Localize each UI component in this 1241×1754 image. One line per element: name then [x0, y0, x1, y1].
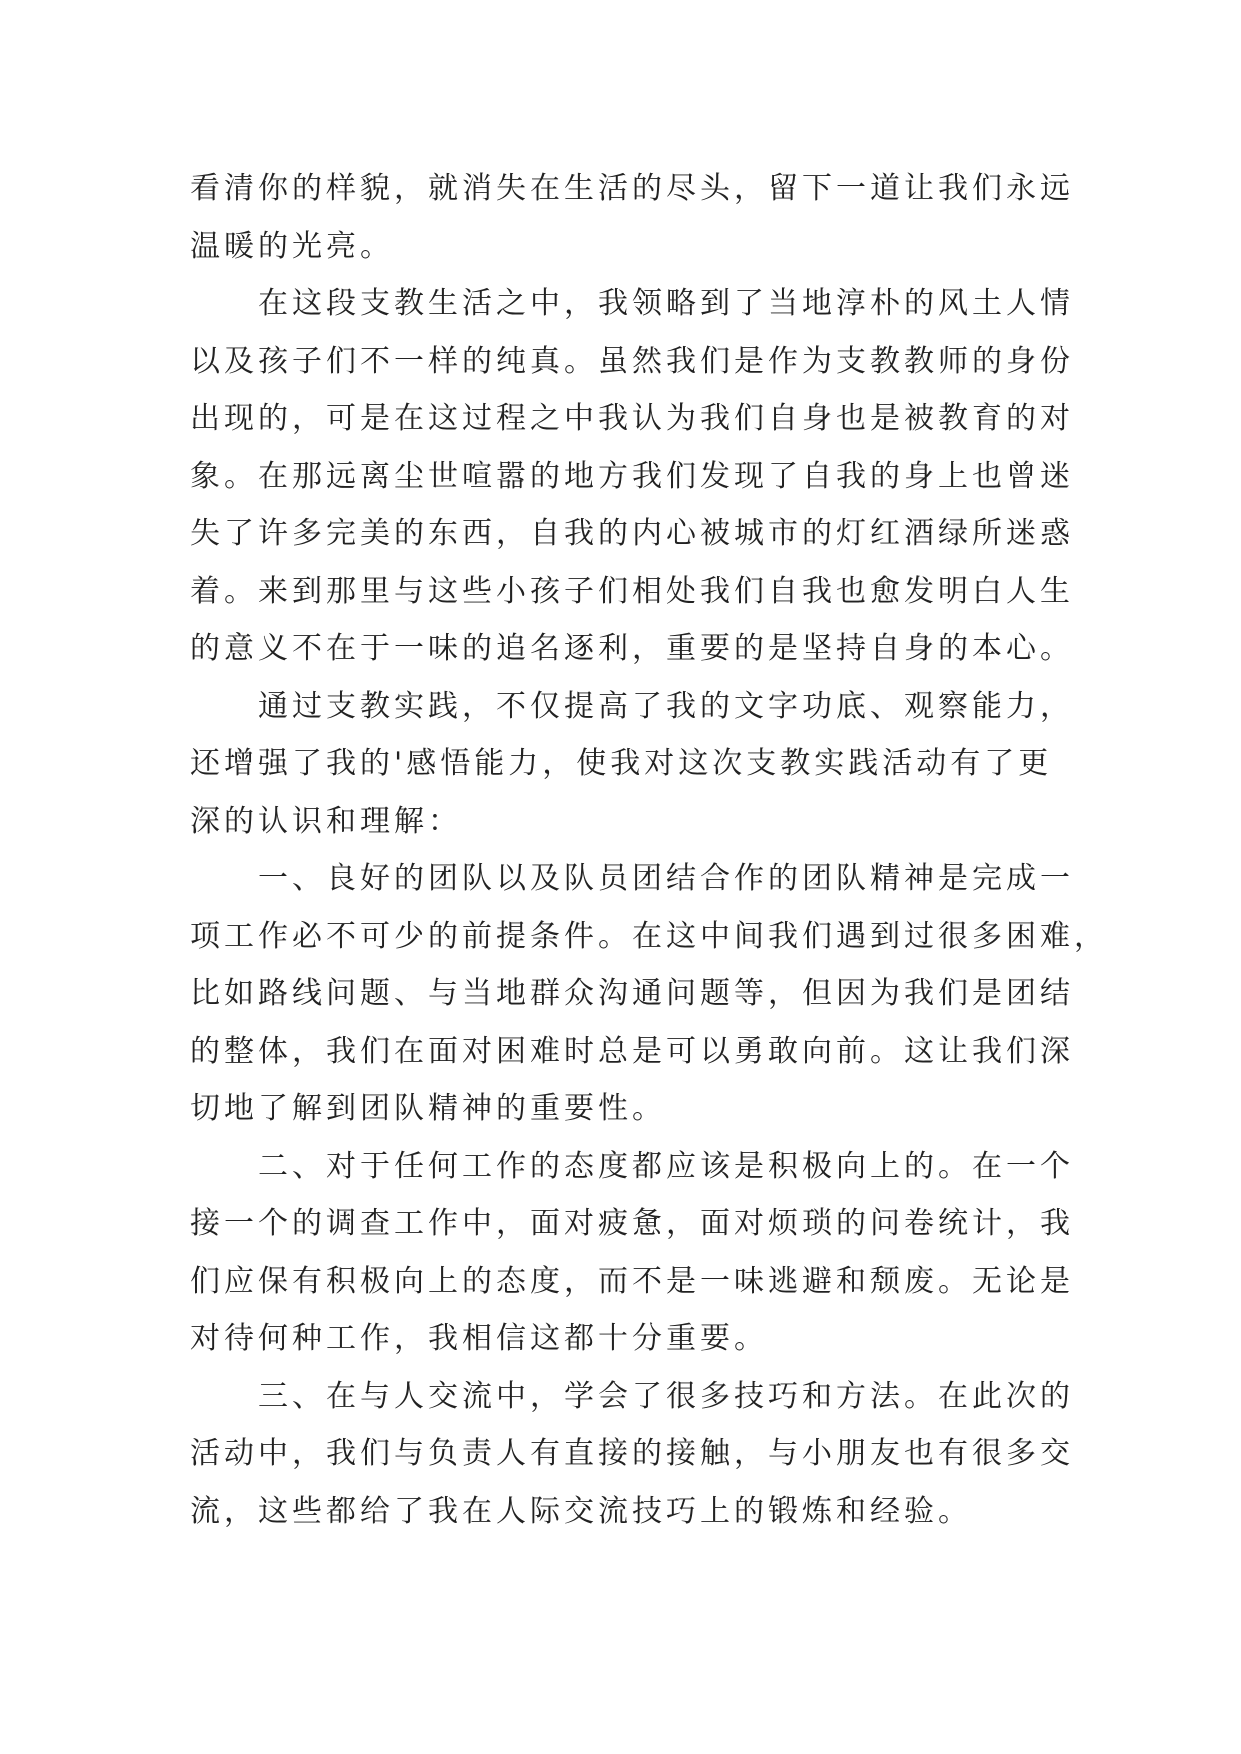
text-line: 温暖的光亮。 — [190, 228, 394, 264]
document-body — [190, 160, 1108, 1540]
text-line: 着。来到那里与这些小孩子们相处我们自我也愈发明白人生 — [190, 573, 1074, 609]
text-line: 流，这些都给了我在人际交流技巧上的锻炼和经验。 — [190, 1493, 972, 1529]
text-line: 深的认识和理解： — [190, 803, 462, 839]
text-line: 们应保有积极向上的态度，而不是一味逃避和颓废。无论是 — [190, 1263, 1074, 1299]
text-line: 失了许多完美的东西，自我的内心被城市的灯红酒绿所迷惑 — [190, 516, 1074, 551]
text-line: 象。在那远离尘世喧嚣的地方我们发现了自我的身上也曾迷 — [190, 458, 1074, 494]
paragraph-first-line: 二、对于任何工作的态度都应该是积极向上的。在一个 — [258, 1148, 1074, 1184]
text-line: 接一个的调查工作中，面对疲惫，面对烦琐的问卷统计，我 — [190, 1206, 1074, 1241]
text-line: 比如路线问题、与当地群众沟通问题等，但因为我们是团结 — [190, 976, 1074, 1011]
text-line: 活动中，我们与负责人有直接的接触，与小朋友也有很多交 — [190, 1436, 1074, 1471]
text-line: 的意义不在于一味的追名逐利，重要的是坚持自身的本心。 — [190, 631, 1074, 666]
text-line: 以及孩子们不一样的纯真。虽然我们是作为支教教师的身份 — [190, 343, 1074, 379]
text-line: 对待何种工作，我相信这都十分重要。 — [190, 1321, 768, 1356]
paragraph-first-line: 在这段支教生活之中，我领略到了当地淳朴的风土人情 — [258, 286, 1074, 321]
text-line: 切地了解到团队精神的重要性。 — [190, 1091, 666, 1126]
text-line: 出现的，可是在这过程之中我认为我们自身也是被教育的对 — [190, 401, 1074, 436]
text-line: 的整体，我们在面对困难时总是可以勇敢向前。这让我们深 — [190, 1033, 1074, 1069]
text-line: 项工作必不可少的前提条件。在这中间我们遇到过很多困难， — [190, 918, 1108, 954]
text-line: 还增强了我的'感悟能力，使我对这次支教实践活动有了更 — [190, 746, 1053, 781]
paragraph-first-line: 三、在与人交流中，学会了很多技巧和方法。在此次的 — [258, 1378, 1074, 1414]
paragraph-first-line: 通过支教实践，不仅提高了我的文字功底、观察能力， — [258, 688, 1074, 724]
text-line: 看清你的样貌，就消失在生活的尽头，留下一道让我们永远 — [190, 171, 1074, 206]
paragraph-first-line: 一、良好的团队以及队员团结合作的团队精神是完成一 — [258, 861, 1074, 896]
